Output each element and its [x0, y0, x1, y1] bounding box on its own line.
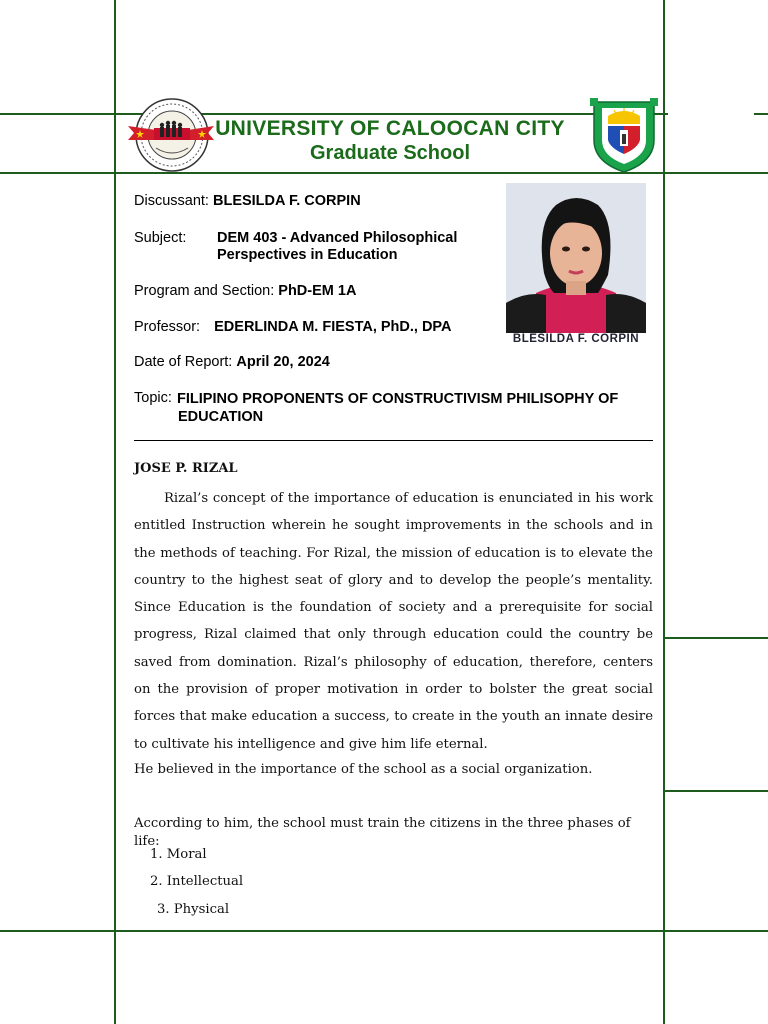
paragraph-3: According to him, the school must train the citizens in the three phases of life: [134, 816, 631, 849]
phases-list [150, 841, 243, 923]
paragraph-1: Rizal’s concept of the importance of education is enunciated in his work entitled Instruction wherein he sought improvements in the schools and in the methods of teaching. For Rizal, the mission of education is to elevate the country to the highest seat of glory and to develop the people’s mentality. Since Education is the foundation of society and a prerequisite for social progress, Rizal claimed that only through education could the country be saved from domination. Rizal’s philosophy of education, therefore, centers on the provision of proper motivation in order to bolster the great social forces that make education a success, to create in the youth an innate desire to cultivate his intelligence and give him life eternal. [134, 491, 653, 752]
date-row [134, 354, 330, 370]
paragraph-2: He believed in the importance of the school as a social organization. [134, 762, 593, 777]
program-row [134, 283, 356, 299]
professor-row [134, 319, 452, 335]
header-top-line [0, 113, 668, 115]
university-name: UNIVERSITY OF CALOOCAN CITY [215, 117, 565, 140]
photo-caption: BLESILDA F. CORPIN [512, 333, 640, 345]
header-top-line-stub [754, 113, 768, 115]
topic-label: Topic: [134, 390, 172, 406]
right-margin-line-1 [664, 637, 768, 639]
subject-value: DEM 403 - Advanced Philosophical Perspectives in Education [217, 230, 458, 263]
date-label: Date of Report: [134, 354, 233, 370]
school-name: Graduate School [309, 142, 471, 165]
professor-value: EDERLINDA M. FIESTA, PhD., DPA [214, 319, 452, 335]
program-label: Program and Section: [134, 283, 275, 299]
frame-left-line [114, 0, 116, 1024]
discussant-label: Discussant: [134, 193, 209, 209]
footer-line [0, 930, 768, 932]
subject-label: Subject: [134, 230, 187, 246]
list-item: 1. Moral [150, 847, 207, 862]
discussant-name: BLESILDA F. CORPIN [212, 193, 361, 209]
city-shield-crest-icon [590, 96, 658, 174]
topic-value: FILIPINO PROPONENTS OF CONSTRUCTIVISM PHILISOPHY OF EDUCATION [177, 391, 619, 425]
discussant-row [134, 193, 361, 209]
discussant-photo [506, 183, 646, 348]
frame-right-line [663, 0, 665, 1024]
professor-label: Professor: [134, 319, 201, 335]
section-heading: JOSE P. RIZAL [134, 461, 238, 476]
date-value: April 20, 2024 [236, 354, 330, 370]
separator-rule [134, 440, 653, 441]
list-item: 3. Physical [157, 901, 230, 917]
header-title-block [200, 117, 580, 164]
right-margin-line-2 [664, 790, 768, 792]
program-value: PhD-EM 1A [278, 283, 357, 299]
list-item: 2. Intellectual [150, 874, 244, 890]
